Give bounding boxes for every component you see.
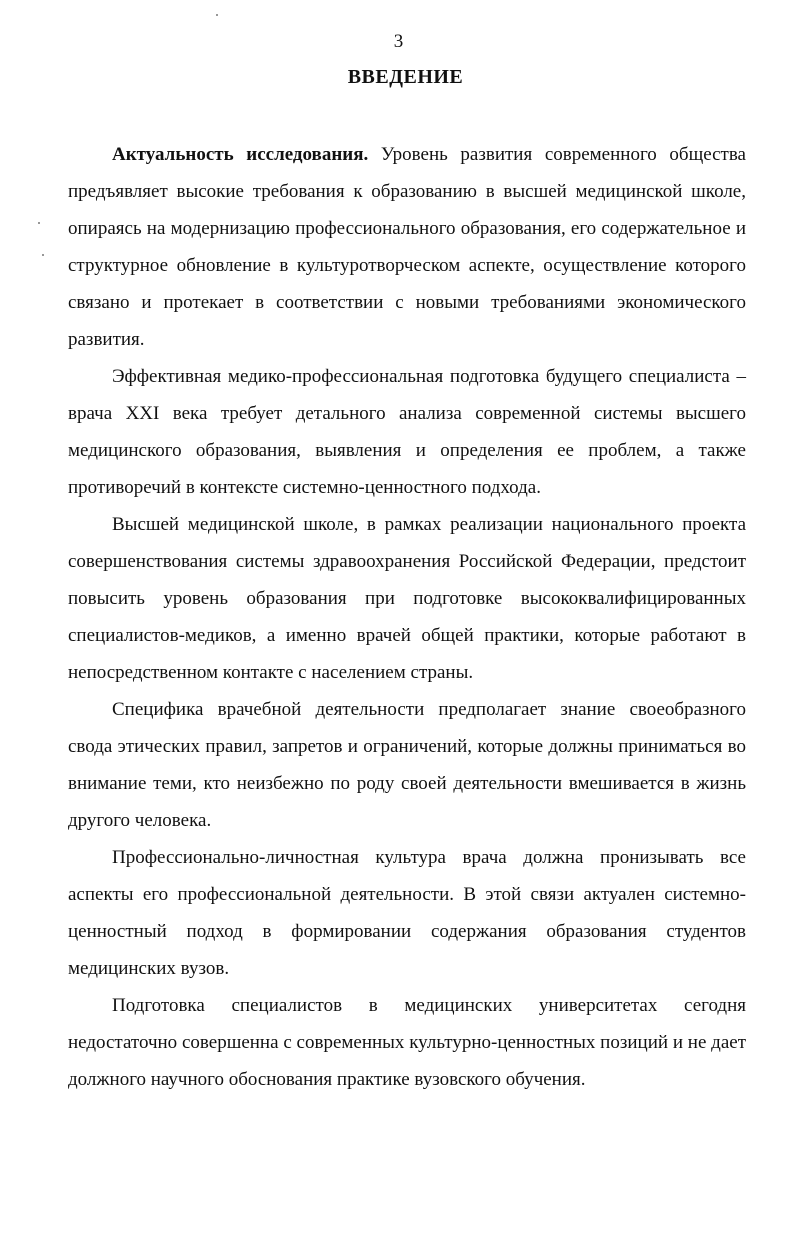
paragraph: Высшей медицинской школе, в рамках реализации национального проекта совершенствования системы здравоохранения Российской Федерации, предстоит повысить уровень образования при подготовке высококвалифицированных специалистов-медиков, а именно врачей общей практики, которые работают в непосредственном контакте с населением страны. — [68, 514, 746, 683]
page-title: ВВЕДЕНИЕ — [347, 66, 464, 88]
paragraph: Эффективная медико-профессиональная подготовка будущего специалиста – врача XXI века требует детального анализа современной системы высшего медицинского образования, выявления и определения ее проблем, а также противоречий в контексте системно-ценностного подхода. — [68, 366, 746, 498]
paragraph: Подготовка специалистов в медицинских университетах сегодня недостаточно совершенна с современных культурно-ценностных позиций и не дает должного научного обоснования практике вузовского обучения. — [68, 995, 746, 1090]
paragraph-lead: Актуальность исследования. — [112, 144, 369, 165]
paragraph-text: Уровень развития современного общества предъявляет высокие требования к образованию в высшей медицинской школе, опираясь на модернизацию профессионального образования, его содержательное и структурное обновление в культуротворческом аспекте, осуществление которого связано и протекает в соответствии с новыми требованиями экономического развития. — [68, 144, 746, 350]
page-number: 3 — [393, 31, 404, 52]
paragraph-relevance — [68, 136, 746, 358]
scan-speck — [38, 222, 40, 224]
paragraph: Специфика врачебной деятельности предполагает знание своеобразного свода этических правил, запретов и ограничений, которые должны приниматься во внимание теми, кто неизбежно по роду своей деятельности вмешивается в жизнь другого человека. — [68, 699, 746, 831]
paragraph: Профессионально-личностная культура врача должна пронизывать все аспекты его профессиональной деятельности. В этой связи актуален системно-ценностный подход в формировании содержания образования студентов медицинских вузов. — [68, 847, 746, 979]
body-text — [68, 136, 746, 1098]
scan-speck — [216, 14, 218, 16]
scan-speck — [42, 254, 44, 256]
